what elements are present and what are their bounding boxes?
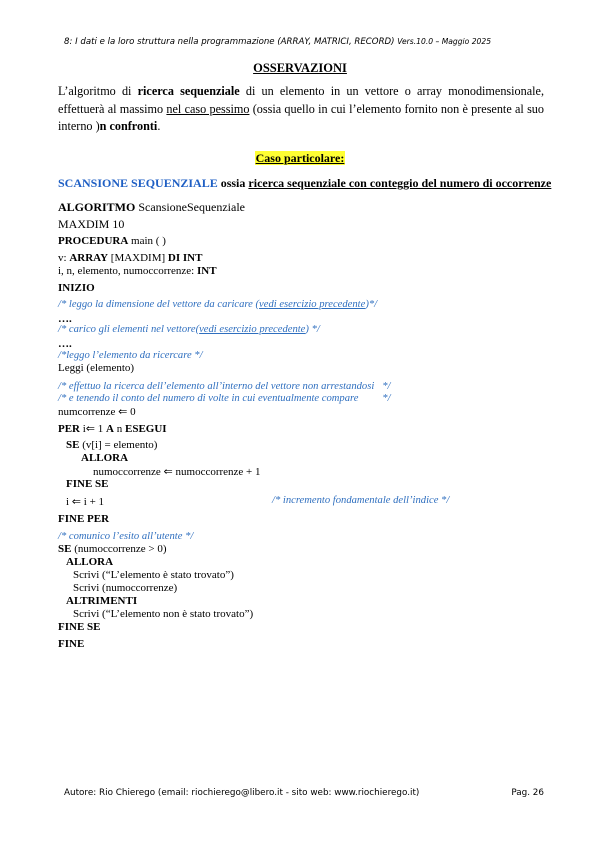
code-line: v: ARRAY [MAXDIM] DI INT: [58, 252, 203, 264]
special-case-label: Caso particolare:: [255, 151, 345, 165]
paragraph-text: L’algoritmo di: [58, 84, 138, 98]
code-line: ALLORA: [66, 556, 114, 568]
code-line: FINE SE: [58, 621, 101, 633]
code-line: Scrivi (“L’elemento non è stato trovato”): [73, 608, 254, 620]
code-line: ALGORITMO ScansioneSequenziale: [58, 200, 245, 214]
code-comment: /*leggo l’elemento da ricercare */: [58, 350, 203, 361]
paragraph-text: .: [157, 119, 161, 133]
code-line: PER i⇐ 1 A n ESEGUI: [58, 423, 167, 435]
header-title: 8: I dati e la loro struttura nella programmazione (ARRAY, MATRICI, RECORD): [64, 37, 395, 47]
code-line: numoccorrenze ⇐ numoccorrenze + 1: [93, 466, 261, 478]
subtitle-underlined: ricerca sequenziale con conteggio del numero di occorrenze: [248, 176, 552, 190]
code-line: ALLORA: [81, 452, 129, 464]
paragraph-bold: ricerca sequenziale: [137, 84, 240, 98]
code-line: FINE: [58, 638, 85, 650]
code-ellipsis: ….: [58, 338, 72, 350]
code-line: Leggi (elemento): [58, 362, 135, 374]
page-header: [64, 37, 491, 47]
page-footer: [64, 788, 544, 798]
code-line: FINE PER: [58, 513, 110, 525]
subtitle-ossia: ossia: [217, 176, 249, 190]
section-title: OSSERVAZIONI: [253, 61, 347, 75]
page-number: Pag. 26: [511, 788, 544, 798]
subtitle: [58, 176, 551, 191]
code-comment: /* effettuo la ricerca dell’elemento all’interno del vettore non arrestandosi */: [58, 381, 391, 392]
code-line: numcorrenze ⇐ 0: [58, 406, 136, 418]
code-line: SE (v[i] = elemento): [66, 439, 158, 451]
code-comment: /* comunico l’esito all’utente */: [58, 531, 194, 542]
code-line: i ⇐ i + 1: [66, 496, 105, 508]
footer-author: Autore: Rio Chierego (email: riochierego@libero.it - sito web: www.riochierego.it): [64, 788, 420, 798]
code-line: PROCEDURA main ( ): [58, 235, 166, 247]
paragraph-text: di un elemento in un vettore o array monodimensionale, effettuerà al massimo: [58, 84, 544, 116]
code-comment: /* carico gli elementi nel vettore(vedi esercizio precedente) */: [58, 324, 320, 335]
code-line: FINE SE: [66, 478, 109, 490]
code-comment: /* e tenendo il conto del numero di volte in cui eventualmente compare */: [58, 393, 391, 404]
paragraph-underlined: nel caso pessimo: [166, 101, 250, 116]
paragraph-bold: n confronti: [99, 119, 158, 133]
code-line: INIZIO: [58, 282, 95, 294]
code-ellipsis: ….: [58, 313, 72, 325]
observation-paragraph: [58, 83, 544, 136]
code-comment: /* incremento fondamentale dell’indice */: [272, 495, 450, 506]
special-case-heading: [0, 149, 600, 167]
code-comment: /* leggo la dimensione del vettore da caricare (vedi esercizio precedente)*/: [58, 299, 378, 310]
paragraph-text: (ossia quello in cui l’elemento fornito non è presente al suo interno ): [58, 101, 544, 133]
code-line: Scrivi (“L’elemento è stato trovato”): [73, 569, 234, 581]
code-line: ALTRIMENTI: [66, 595, 138, 607]
code-line: i, n, elemento, numoccorrenze: INT: [58, 265, 217, 277]
code-line: Scrivi (numoccorrenze): [73, 582, 178, 594]
subtitle-blue: SCANSIONE SEQUENZIALE: [58, 176, 218, 190]
code-line: MAXDIM 10: [58, 217, 125, 231]
header-version: Vers.10.0 – Maggio 2025: [397, 37, 492, 46]
code-line: SE (numoccorrenze > 0): [58, 543, 167, 555]
